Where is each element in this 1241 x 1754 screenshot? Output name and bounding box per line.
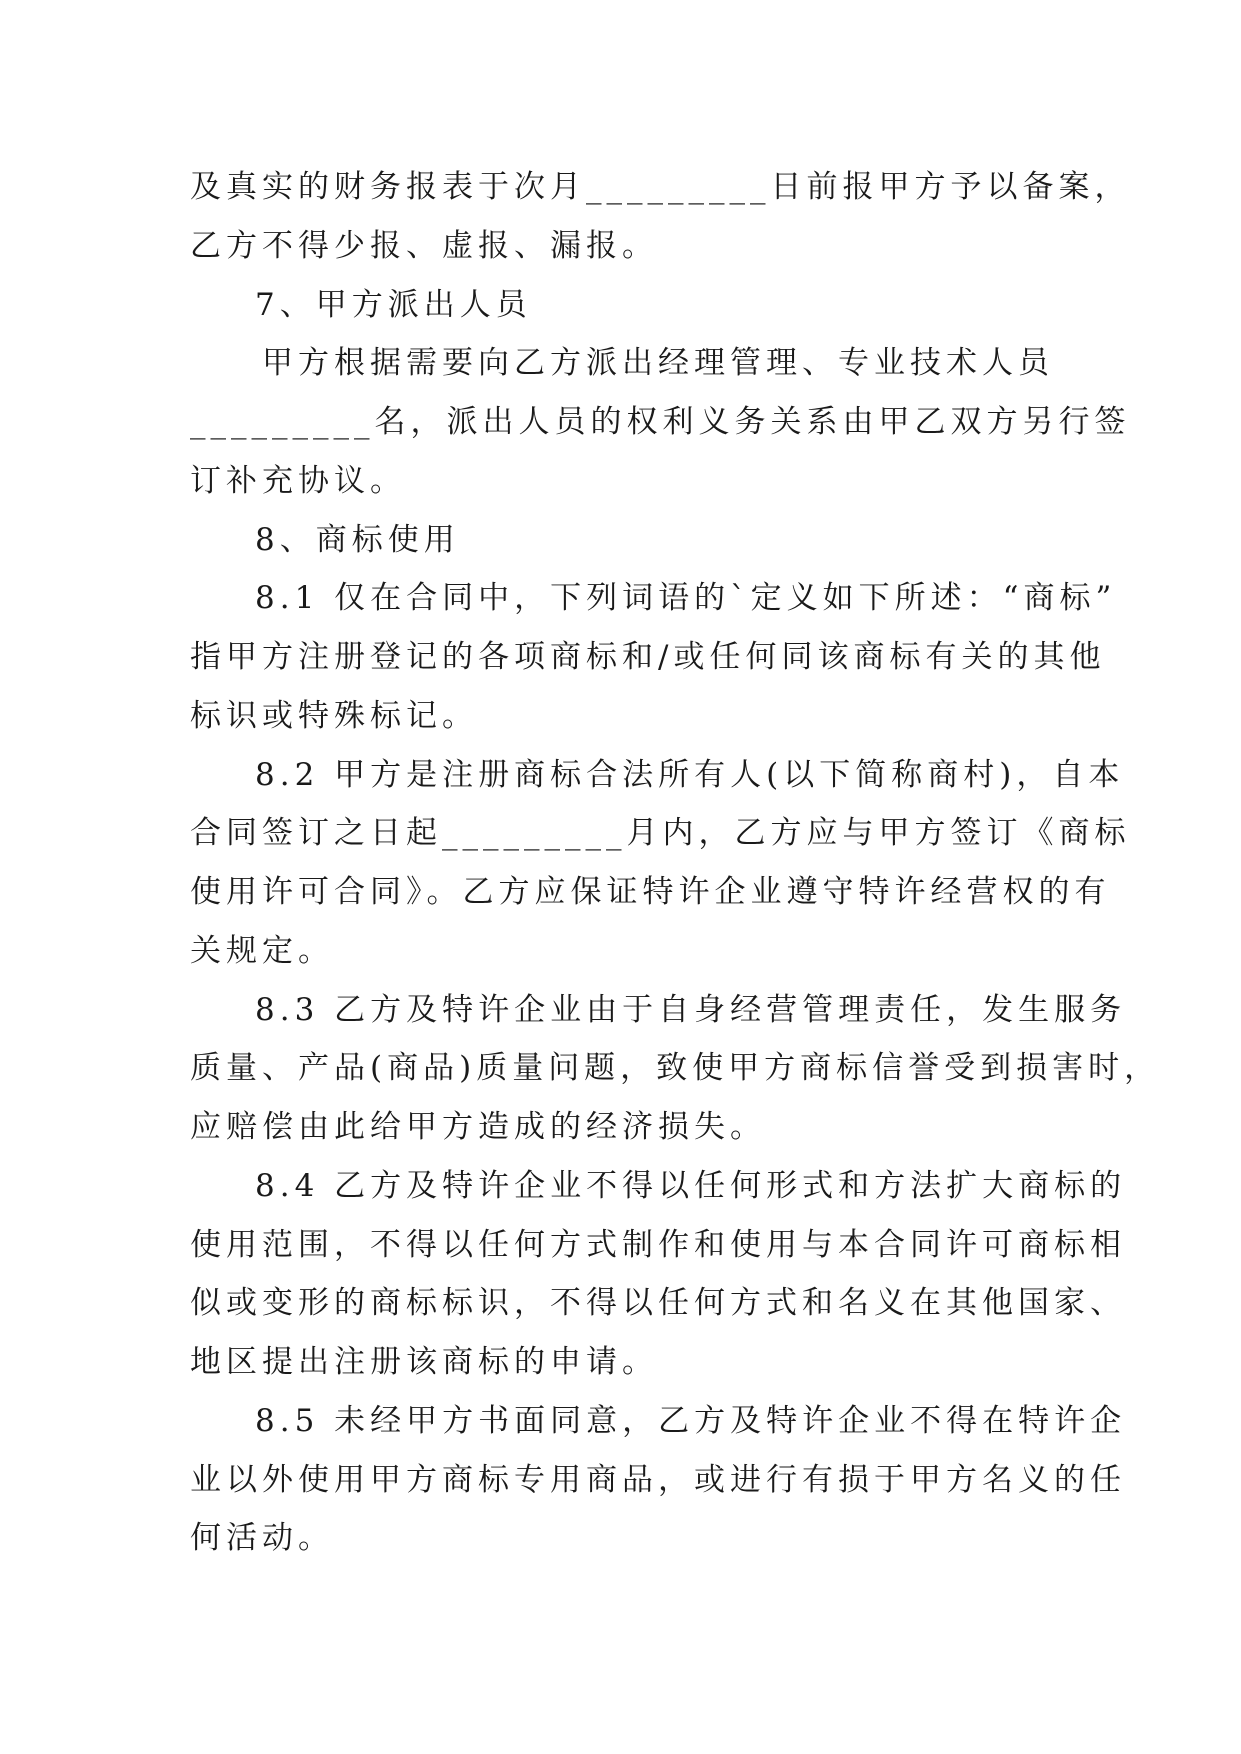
text-line: 订补充协议。 <box>190 463 406 499</box>
text-line: 似或变形的商标标识，不得以任何方式和名义在其他国家、 <box>190 1285 1126 1321</box>
text-line: 指甲方注册登记的各项商标和/或任何同该商标有关的其他 <box>190 639 1106 675</box>
text-line: 及真实的财务报表于次月_________日前报甲方予以备案， <box>190 169 1131 205</box>
text-line: 关规定。 <box>190 933 334 969</box>
text-line: _________名，派出人员的权利义务关系由甲乙双方另行签 <box>190 404 1131 440</box>
section-heading: 7、甲方派出人员 <box>255 287 532 323</box>
text-line: 使用许可合同》。乙方应保证特许企业遵守特许经营权的有 <box>190 874 1111 910</box>
text-line: 何活动。 <box>190 1520 334 1556</box>
text-line: 应赔偿由此给甲方造成的经济损失。 <box>190 1109 766 1145</box>
text-line: 合同签订之日起_________月内，乙方应与甲方签订《商标 <box>190 815 1131 851</box>
section-heading: 8、商标使用 <box>255 522 460 558</box>
text-line: 标识或特殊标记。 <box>190 698 478 734</box>
text-line: 8.3 乙方及特许企业由于自身经营管理责任，发生服务 <box>255 992 1127 1028</box>
text-line: 使用范围，不得以任何方式制作和使用与本合同许可商标相 <box>190 1227 1126 1263</box>
text-line: 质量、产品(商品)质量问题，致使甲方商标信誉受到损害时， <box>190 1050 1161 1086</box>
text-line: 8.1 仅在合同中，下列词语的`定义如下所述：“商标” <box>255 580 1117 616</box>
text-line: 甲方根据需要向乙方派出经理管理、专业技术人员 <box>262 345 1054 381</box>
text-line: 8.4 乙方及特许企业不得以任何形式和方法扩大商标的 <box>255 1168 1127 1204</box>
text-line: 8.5 未经甲方书面同意，乙方及特许企业不得在特许企 <box>255 1403 1127 1439</box>
text-line: 8.2 甲方是注册商标合法所有人(以下简称商村)，自本 <box>255 757 1125 793</box>
text-line: 业以外使用甲方商标专用商品，或进行有损于甲方名义的任 <box>190 1462 1126 1498</box>
text-line: 地区提出注册该商标的申请。 <box>190 1344 658 1380</box>
text-line: 乙方不得少报、虚报、漏报。 <box>190 228 658 264</box>
